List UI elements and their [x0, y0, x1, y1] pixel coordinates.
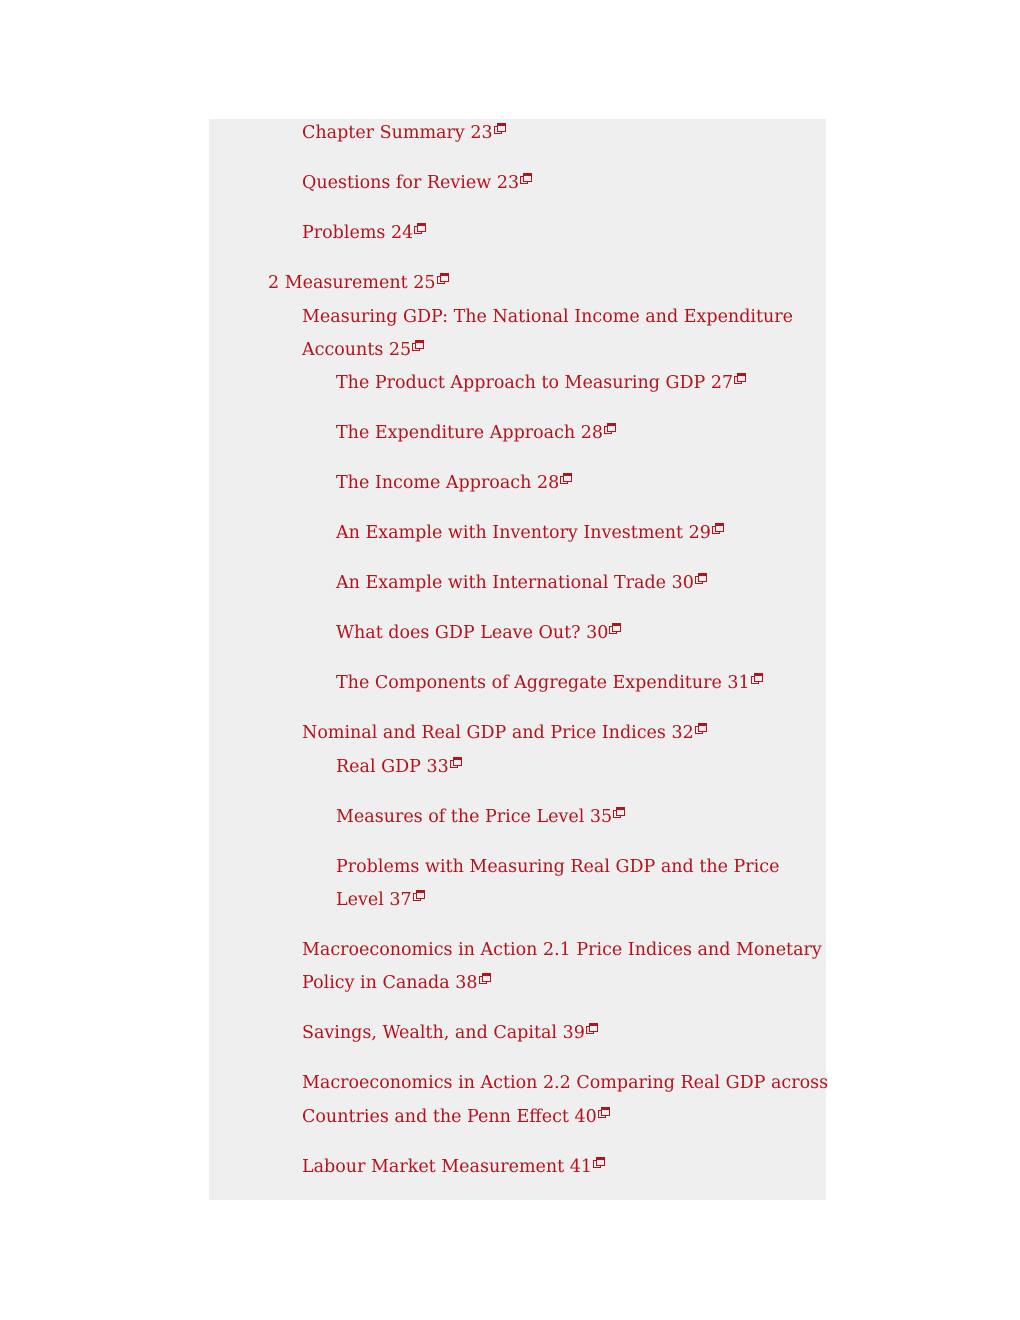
external-link-icon	[494, 123, 506, 135]
toc-title: What does GDP Leave Out?	[336, 623, 581, 643]
toc-link-labour-market[interactable]	[302, 1151, 605, 1184]
toc-page-number: 32	[671, 723, 694, 743]
toc-title-line1: Macroeconomics in Action 2.1 Price Indices and Monetary	[302, 940, 822, 960]
toc-title: An Example with International Trade	[336, 573, 667, 593]
external-link-icon	[586, 1023, 598, 1035]
toc-page-number: 25	[413, 273, 436, 293]
toc-link-gdp-leave-out[interactable]	[336, 617, 621, 650]
toc-title: Labour Market Measurement	[302, 1157, 565, 1177]
external-link-icon	[479, 973, 491, 985]
toc-title: Savings, Wealth, and Capital	[302, 1023, 558, 1043]
toc-title: The Income Approach	[336, 473, 532, 493]
toc-page-number: 28	[536, 473, 560, 493]
toc-link-measuring-problems[interactable]	[336, 851, 779, 884]
toc-link-action-2-2-cont[interactable]	[302, 1101, 610, 1134]
external-link-icon	[609, 623, 621, 635]
toc-link-price-level[interactable]	[336, 801, 625, 834]
toc-link-measuring-gdp-cont[interactable]	[302, 334, 424, 367]
toc-link-inventory-example[interactable]	[336, 517, 724, 550]
external-link-icon	[560, 473, 572, 485]
toc-page-number: 38	[455, 973, 478, 993]
external-link-icon	[520, 173, 532, 185]
toc-page-number: 27	[710, 373, 734, 393]
external-link-icon	[695, 573, 707, 585]
toc-link-chapter-summary[interactable]	[302, 117, 506, 150]
toc-link-problems[interactable]	[302, 217, 426, 250]
toc-page-number: 40	[574, 1107, 597, 1127]
toc-link-nominal-real[interactable]	[302, 717, 707, 750]
external-link-icon	[437, 273, 449, 285]
toc-page-number: 41	[569, 1157, 593, 1177]
toc-link-product-approach[interactable]	[336, 367, 746, 400]
toc-page-number: 25	[388, 340, 412, 360]
toc-page-number: 39	[562, 1023, 585, 1043]
toc-title-line1: Measuring GDP: The National Income and Expenditure	[302, 307, 794, 327]
toc-title: Questions for Review	[302, 173, 492, 193]
toc-link-savings-wealth[interactable]	[302, 1017, 598, 1050]
toc-link-action-2-1-cont[interactable]	[302, 967, 491, 1000]
toc-title-line1: Macroeconomics in Action 2.2 Comparing Real GDP across	[302, 1073, 829, 1093]
toc-page-number: 30	[671, 573, 694, 593]
external-link-icon	[593, 1157, 605, 1169]
external-link-icon	[613, 807, 625, 819]
toc-page-number: 33	[426, 757, 449, 777]
toc-link-measuring-gdp[interactable]	[302, 301, 793, 334]
toc-link-expenditure-approach[interactable]	[336, 417, 616, 450]
toc-page-number: 35	[589, 807, 613, 827]
toc-title-line1: Problems with Measuring Real GDP and the Price	[336, 857, 780, 877]
toc-title: Nominal and Real GDP and Price Indices	[302, 723, 666, 743]
toc-link-income-approach[interactable]	[336, 467, 572, 500]
toc-link-action-2-2[interactable]	[302, 1067, 828, 1100]
toc-title: Problems	[302, 223, 386, 243]
toc-page-number: 30	[586, 623, 609, 643]
table-of-contents	[209, 119, 829, 1200]
toc-title: The Components of Aggregate Expenditure	[336, 673, 722, 693]
toc-title-line2: Accounts	[302, 340, 384, 360]
toc-page-number: 29	[688, 523, 711, 543]
toc-page-number: 23	[496, 173, 520, 193]
toc-title: Measures of the Price Level	[336, 807, 585, 827]
toc-link-real-gdp[interactable]	[336, 751, 462, 784]
external-link-icon	[751, 673, 763, 685]
toc-title: Chapter Summary	[302, 123, 465, 143]
external-link-icon	[412, 340, 424, 352]
external-link-icon	[414, 223, 426, 235]
toc-title: 2 Measurement	[268, 273, 408, 293]
toc-title-line2: Countries and the Penn Effect	[302, 1107, 569, 1127]
toc-link-aggregate-expenditure[interactable]	[336, 667, 763, 700]
toc-page-number: 37	[389, 890, 412, 910]
toc-page-number: 28	[580, 423, 604, 443]
toc-link-trade-example[interactable]	[336, 567, 707, 600]
external-link-icon	[712, 523, 724, 535]
toc-title-line2: Level	[336, 890, 384, 910]
external-link-icon	[598, 1107, 610, 1119]
toc-title: The Expenditure Approach	[336, 423, 576, 443]
toc-title-line2: Policy in Canada	[302, 973, 450, 993]
toc-page-number: 31	[727, 673, 750, 693]
toc-link-action-2-1[interactable]	[302, 934, 822, 967]
external-link-icon	[413, 890, 425, 902]
toc-page-number: 23	[470, 123, 493, 143]
toc-title: The Product Approach to Measuring GDP	[336, 373, 706, 393]
toc-link-measurement[interactable]	[268, 267, 449, 300]
external-link-icon	[450, 757, 462, 769]
toc-page-number: 24	[391, 223, 414, 243]
external-link-icon	[604, 423, 616, 435]
toc-title: An Example with Inventory Investment	[336, 523, 684, 543]
toc-link-measuring-problems-cont[interactable]	[336, 884, 425, 917]
toc-title: Real GDP	[336, 757, 421, 777]
toc-link-questions-review[interactable]	[302, 167, 532, 200]
external-link-icon	[734, 373, 746, 385]
external-link-icon	[695, 723, 707, 735]
